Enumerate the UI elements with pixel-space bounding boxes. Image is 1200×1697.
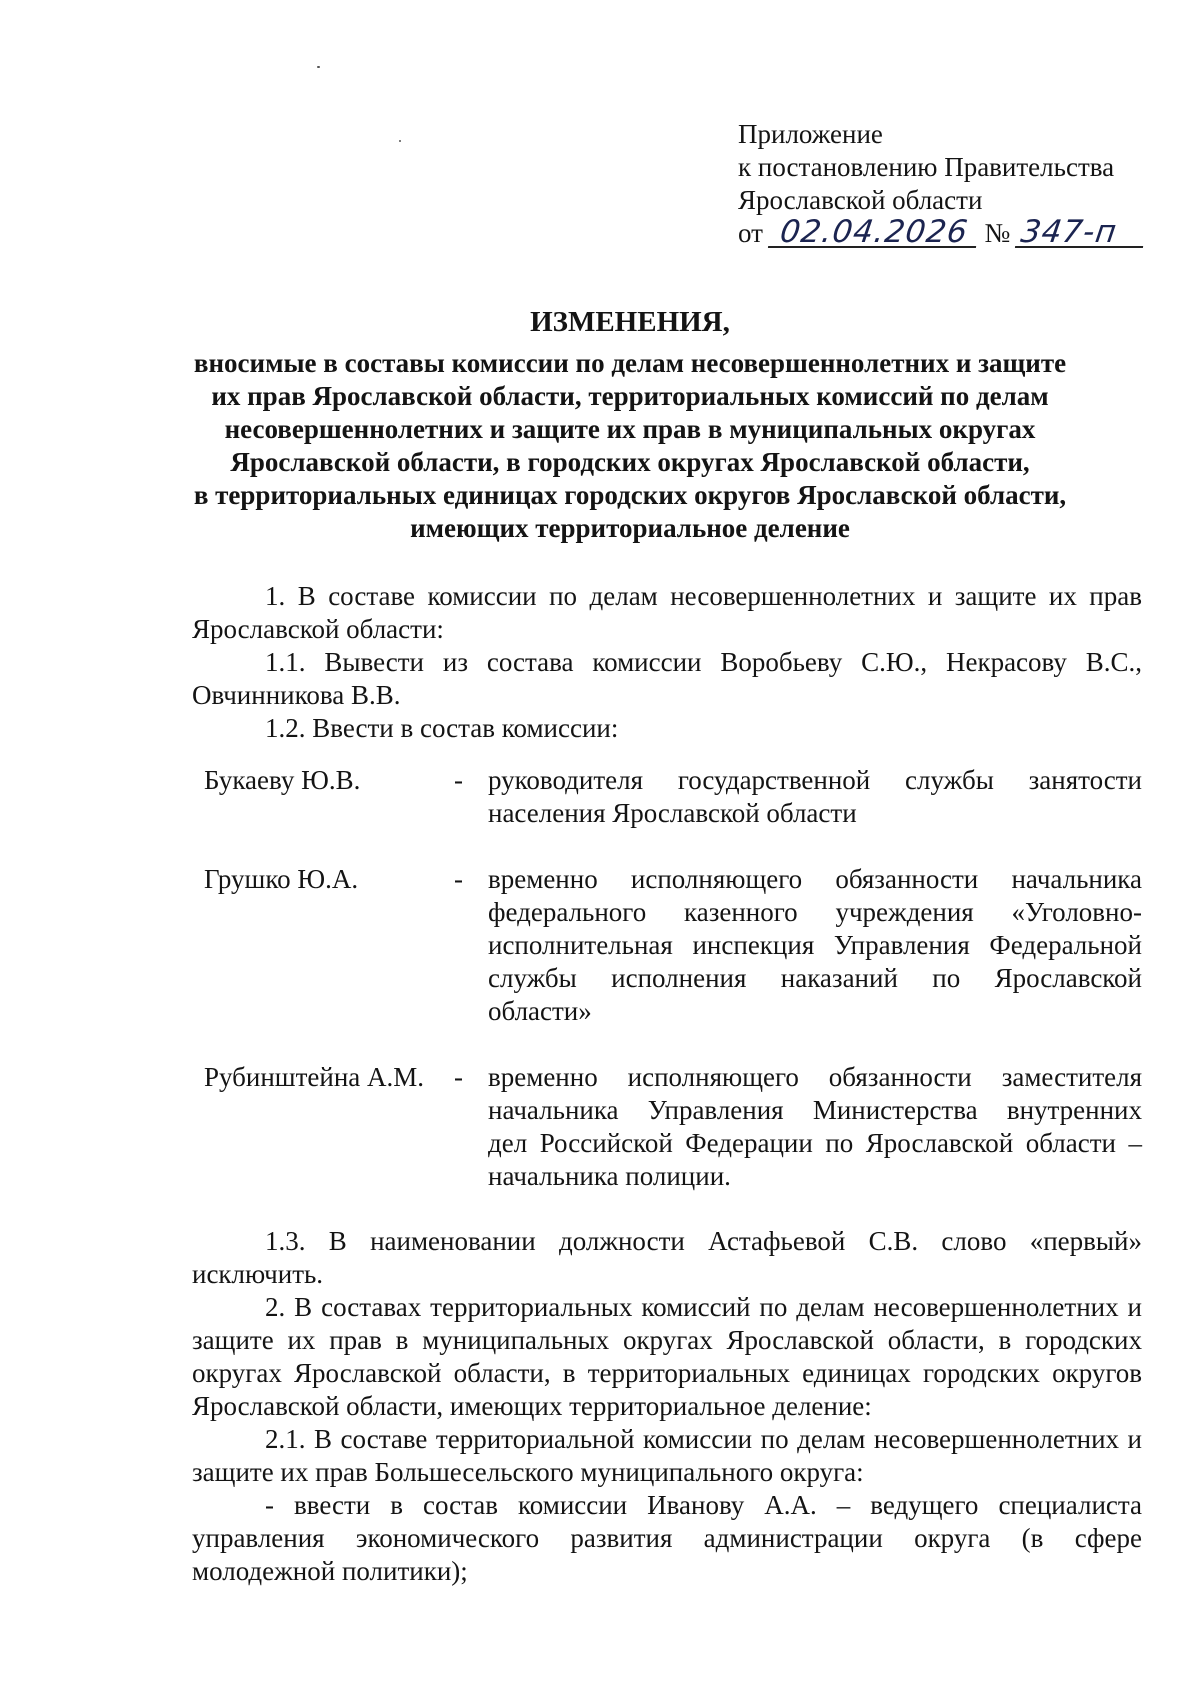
header-line-resolution: к постановлению Правительства [738,152,1115,182]
date-prefix: от [738,218,763,248]
position-line: федерального казенного учреждения «Уголовно- [488,897,1142,927]
position-line: населения Ярославской области [488,798,857,828]
title-line: несовершеннолетних и защите их прав в муниципальных округах [224,414,1036,444]
title-line: Ярославской области, в городских округах Ярославской области, [230,447,1030,477]
header-date-line [738,214,1158,250]
position-line: дел Российской Федерации по Ярославской области – [488,1128,1142,1158]
handwritten-number: 347-п [1015,218,1147,248]
scan-speck [317,66,320,68]
person-dash: - [454,1062,463,1092]
item-1-3: 1.3. В наименовании должности Астафьевой С.В. слово «первый» исключить. [192,1226,1142,1289]
item-1-2: 1.2. Ввести в состав комиссии: [265,713,619,743]
section-2-intro: 2. В составах территориальных комиссий по делам несовершеннолетних и защите их прав в муниципальных округах Ярославской области, в городских округах Ярославской области, в территориальных единицах городских округов Ярославской области, имеющих территориальное деление: [192,1292,1142,1421]
position-line: службы исполнения наказаний по Ярославской [488,963,1142,993]
person-name: Грушко Ю.А. [204,864,359,894]
header-line-region: Ярославской области [738,185,983,215]
section-1 [192,580,1142,745]
position-line: исполнительная инспекция Управления Федеральной [488,930,1142,960]
header-line-appendix: Приложение [738,119,883,149]
person-position [488,1061,1142,1193]
number-prefix: № [984,218,1011,248]
scan-speck [399,140,401,142]
person-dash: - [454,864,463,894]
title-line: имеющих территориальное деление [410,513,850,543]
person-position [488,863,1142,1028]
title-line: в территориальных единицах городских округов Ярославской области, [193,480,1067,510]
person-dash: - [454,765,463,795]
person-position [488,764,1142,830]
section-1-intro: 1. В составе комиссии по делам несовершеннолетних и защите их прав Ярославской области: [192,581,1142,644]
position-line: руководителя государственной службы занятости [488,765,1142,795]
position-line: области» [488,996,592,1026]
document-title [170,306,1090,545]
item-1-1: 1.1. Вывести из состава комиссии Воробьеву С.Ю., Некрасову В.С., Овчинникова В.В. [192,647,1142,710]
item-2-1-bullet: - ввести в состав комиссии Иванову А.А. – ведущего специалиста управления экономического развития администрации округа (в сфере молодежной политики); [192,1490,1142,1586]
title-line: вносимые в составы комиссии по делам несовершеннолетних и защите [193,348,1067,378]
position-line: временно исполняющего обязанности заместителя [488,1062,1142,1092]
handwritten-date: 02.04.2026 [768,218,980,248]
approval-header [738,118,1158,250]
position-line: начальника Управления Министерства внутренних [488,1095,1142,1125]
section-1-3-and-2 [192,1225,1142,1588]
title-main: ИЗМЕНЕНИЯ, [530,306,730,338]
position-line: начальника полиции. [488,1161,731,1191]
person-name: Букаеву Ю.В. [204,765,361,795]
title-line: их прав Ярославской области, территориальных комиссий по делам [211,381,1049,411]
position-line: временно исполняющего обязанности начальника [488,864,1142,894]
item-2-1: 2.1. В составе территориальной комиссии по делам несовершеннолетних и защите их прав Большесельского муниципального округа: [192,1424,1142,1487]
person-name: Рубинштейна А.М. [204,1062,425,1092]
